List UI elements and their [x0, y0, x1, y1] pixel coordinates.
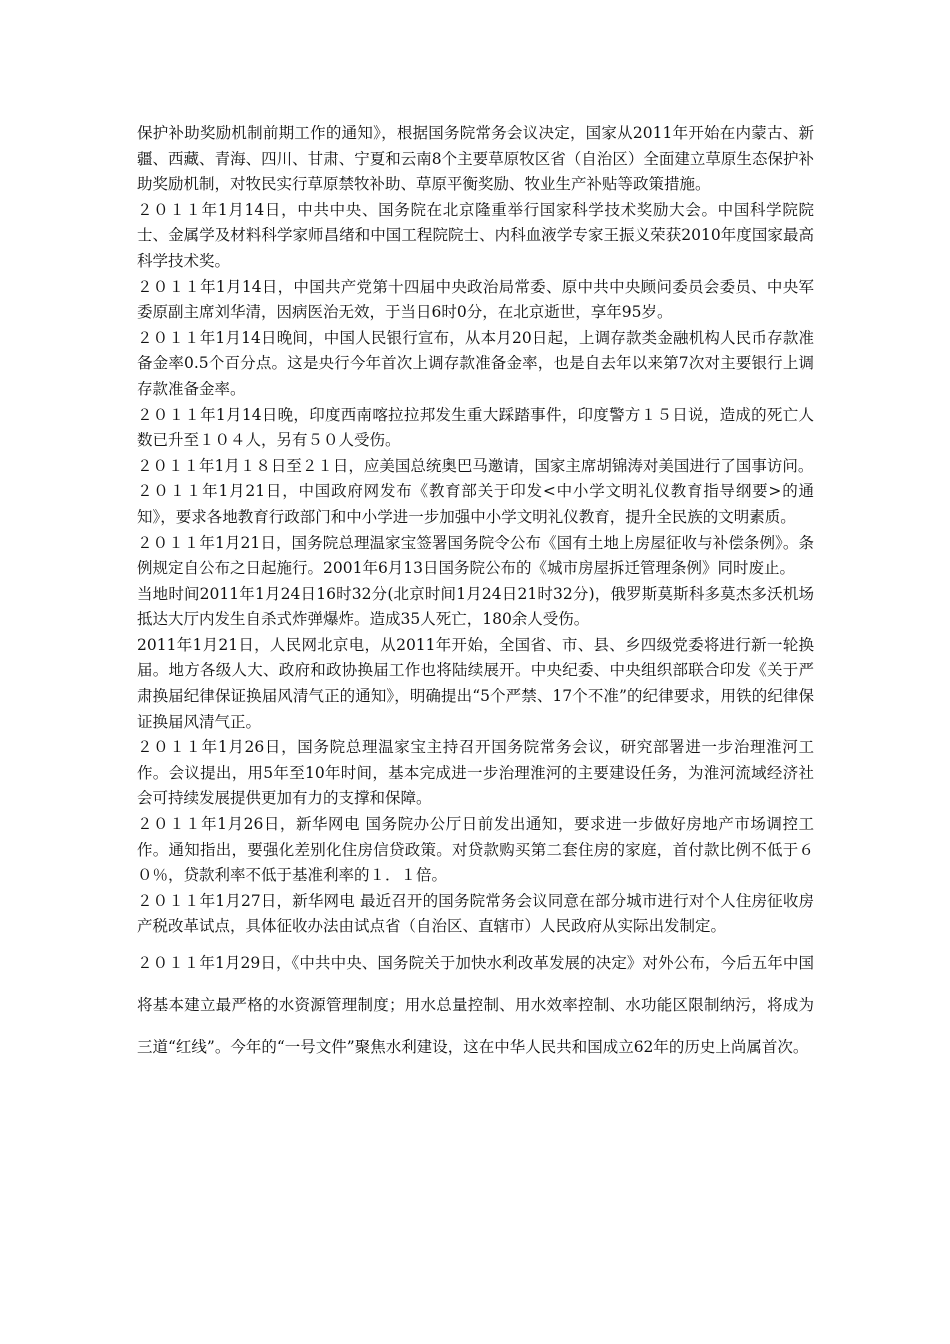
paragraph-water-reform: ２０１１年1月29日，《中共中央、国务院关于加快水利改革发展的决定》对外公布，今后五年中国将基本建立最严格的水资源管理制度；用水总量控制、用水效率控制、水功能区限制纳污，将成为三道“红线”。今年的“一号文件”聚焦水利建设，这在中华人民共和国成立62年的历史上尚属首次。	[137, 954, 814, 1056]
document-page	[137, 121, 814, 1068]
paragraph-kerala-stampede: ２０１１年1月14日晚，印度西南喀拉拉邦发生重大踩踏事件，印度警方１５日说，造成的死亡人数已升至１０４人，另有５０人受伤。	[137, 405, 814, 450]
paragraph-housing-expropriation: ２０１１年1月21日，国务院总理温家宝签署国务院令公布《国有土地上房屋征收与补偿条例》。条例规定自公布之日起施行。2001年6月13日国务院公布的《城市房屋拆迁管理条例》同时废止。	[137, 533, 814, 578]
paragraph-reserve-ratio: ２０１１年1月14日晚间，中国人民银行宣布，从本月20日起，上调存款类金融机构人民币存款准备金率0.5个百分点。这是央行今年首次上调存款准备金率，也是自去年以来第7次对主要银行上调存款准备金率。	[137, 328, 814, 398]
paragraph-grassland-subsidy: 保护补助奖励机制前期工作的通知》，根据国务院常务会议决定，国家从2011年开始在内蒙古、新疆、西藏、青海、四川、甘肃、宁夏和云南8个主要草原牧区省（自治区）全面建立草原生态保护补助奖励机制，对牧民实行草原禁牧补助、草原平衡奖励、牧业生产补贴等政策措施。	[137, 124, 814, 194]
paragraph-state-visit: ２０１１年1月１８日至２１日，应美国总统奥巴马邀请，国家主席胡锦涛对美国进行了国事访问。	[137, 456, 814, 475]
paragraph-housing-credit: ２０１１年1月26日，新华网电 国务院办公厅日前发出通知，要求进一步做好房地产市场调控工作。通知指出，要强化差别化住房信贷政策。对贷款购买第二套住房的家庭，首付款比例不低于６０％，贷款利率不低于基准利率的１．１倍。	[137, 815, 814, 885]
paragraph-etiquette-education: ２０１１年1月21日，中国政府网发布《教育部关于印发<中小学文明礼仪教育指导纲要>的通知》，要求各地教育行政部门和中小学进一步加强中小学文明礼仪教育，提升全民族的文明素质。	[137, 482, 814, 526]
paragraph-property-tax: ２０１１年1月27日，新华网电 最近召开的国务院常务会议同意在部分城市进行对个人住房征收房产税改革试点，具体征收办法由试点省（自治区、直辖市）人民政府从实际出发制定。	[137, 891, 814, 936]
paragraph-moscow-bombing: 当地时间2011年1月24日16时32分(北京时间1月24日21时32分)，俄罗斯莫斯科多莫杰多沃机场抵达大厅内发生自杀式炸弹爆炸。造成35人死亡，180余人受伤。	[137, 584, 814, 629]
paragraph-huai-river: ２０１１年1月26日，国务院总理温家宝主持召开国务院常务会议，研究部署进一步治理淮河工作。会议提出，用5年至10年时间，基本完成进一步治理淮河的主要建设任务，为淮河流域经济社会可持续发展提供更加有力的支撑和保障。	[137, 738, 814, 808]
paragraph-liu-huaqing: ２０１１年1月14日，中国共产党第十四届中央政治局常委、原中共中央顾问委员会委员、中央军委原副主席刘华清，因病医治无效，于当日6时0分，在北京逝世，享年95岁。	[137, 277, 814, 322]
paragraph-science-award: ２０１１年1月14日，中共中央、国务院在北京隆重举行国家科学技术奖励大会。中国科学院院士、金属学及材料科学家师昌绪和中国工程院院士、内科血液学专家王振义荣获2010年度国家最高科学技术奖。	[137, 200, 814, 270]
paragraph-party-election: 2011年1月21日，人民网北京电，从2011年开始，全国省、市、县、乡四级党委将进行新一轮换届。地方各级人大、政府和政协换届工作也将陆续展开。中央纪委、中央组织部联合印发《关于严肃换届纪律保证换届风清气正的通知》，明确提出“5个严禁、17个不准”的纪律要求，用铁的纪律保证换届风清气正。	[137, 635, 814, 731]
